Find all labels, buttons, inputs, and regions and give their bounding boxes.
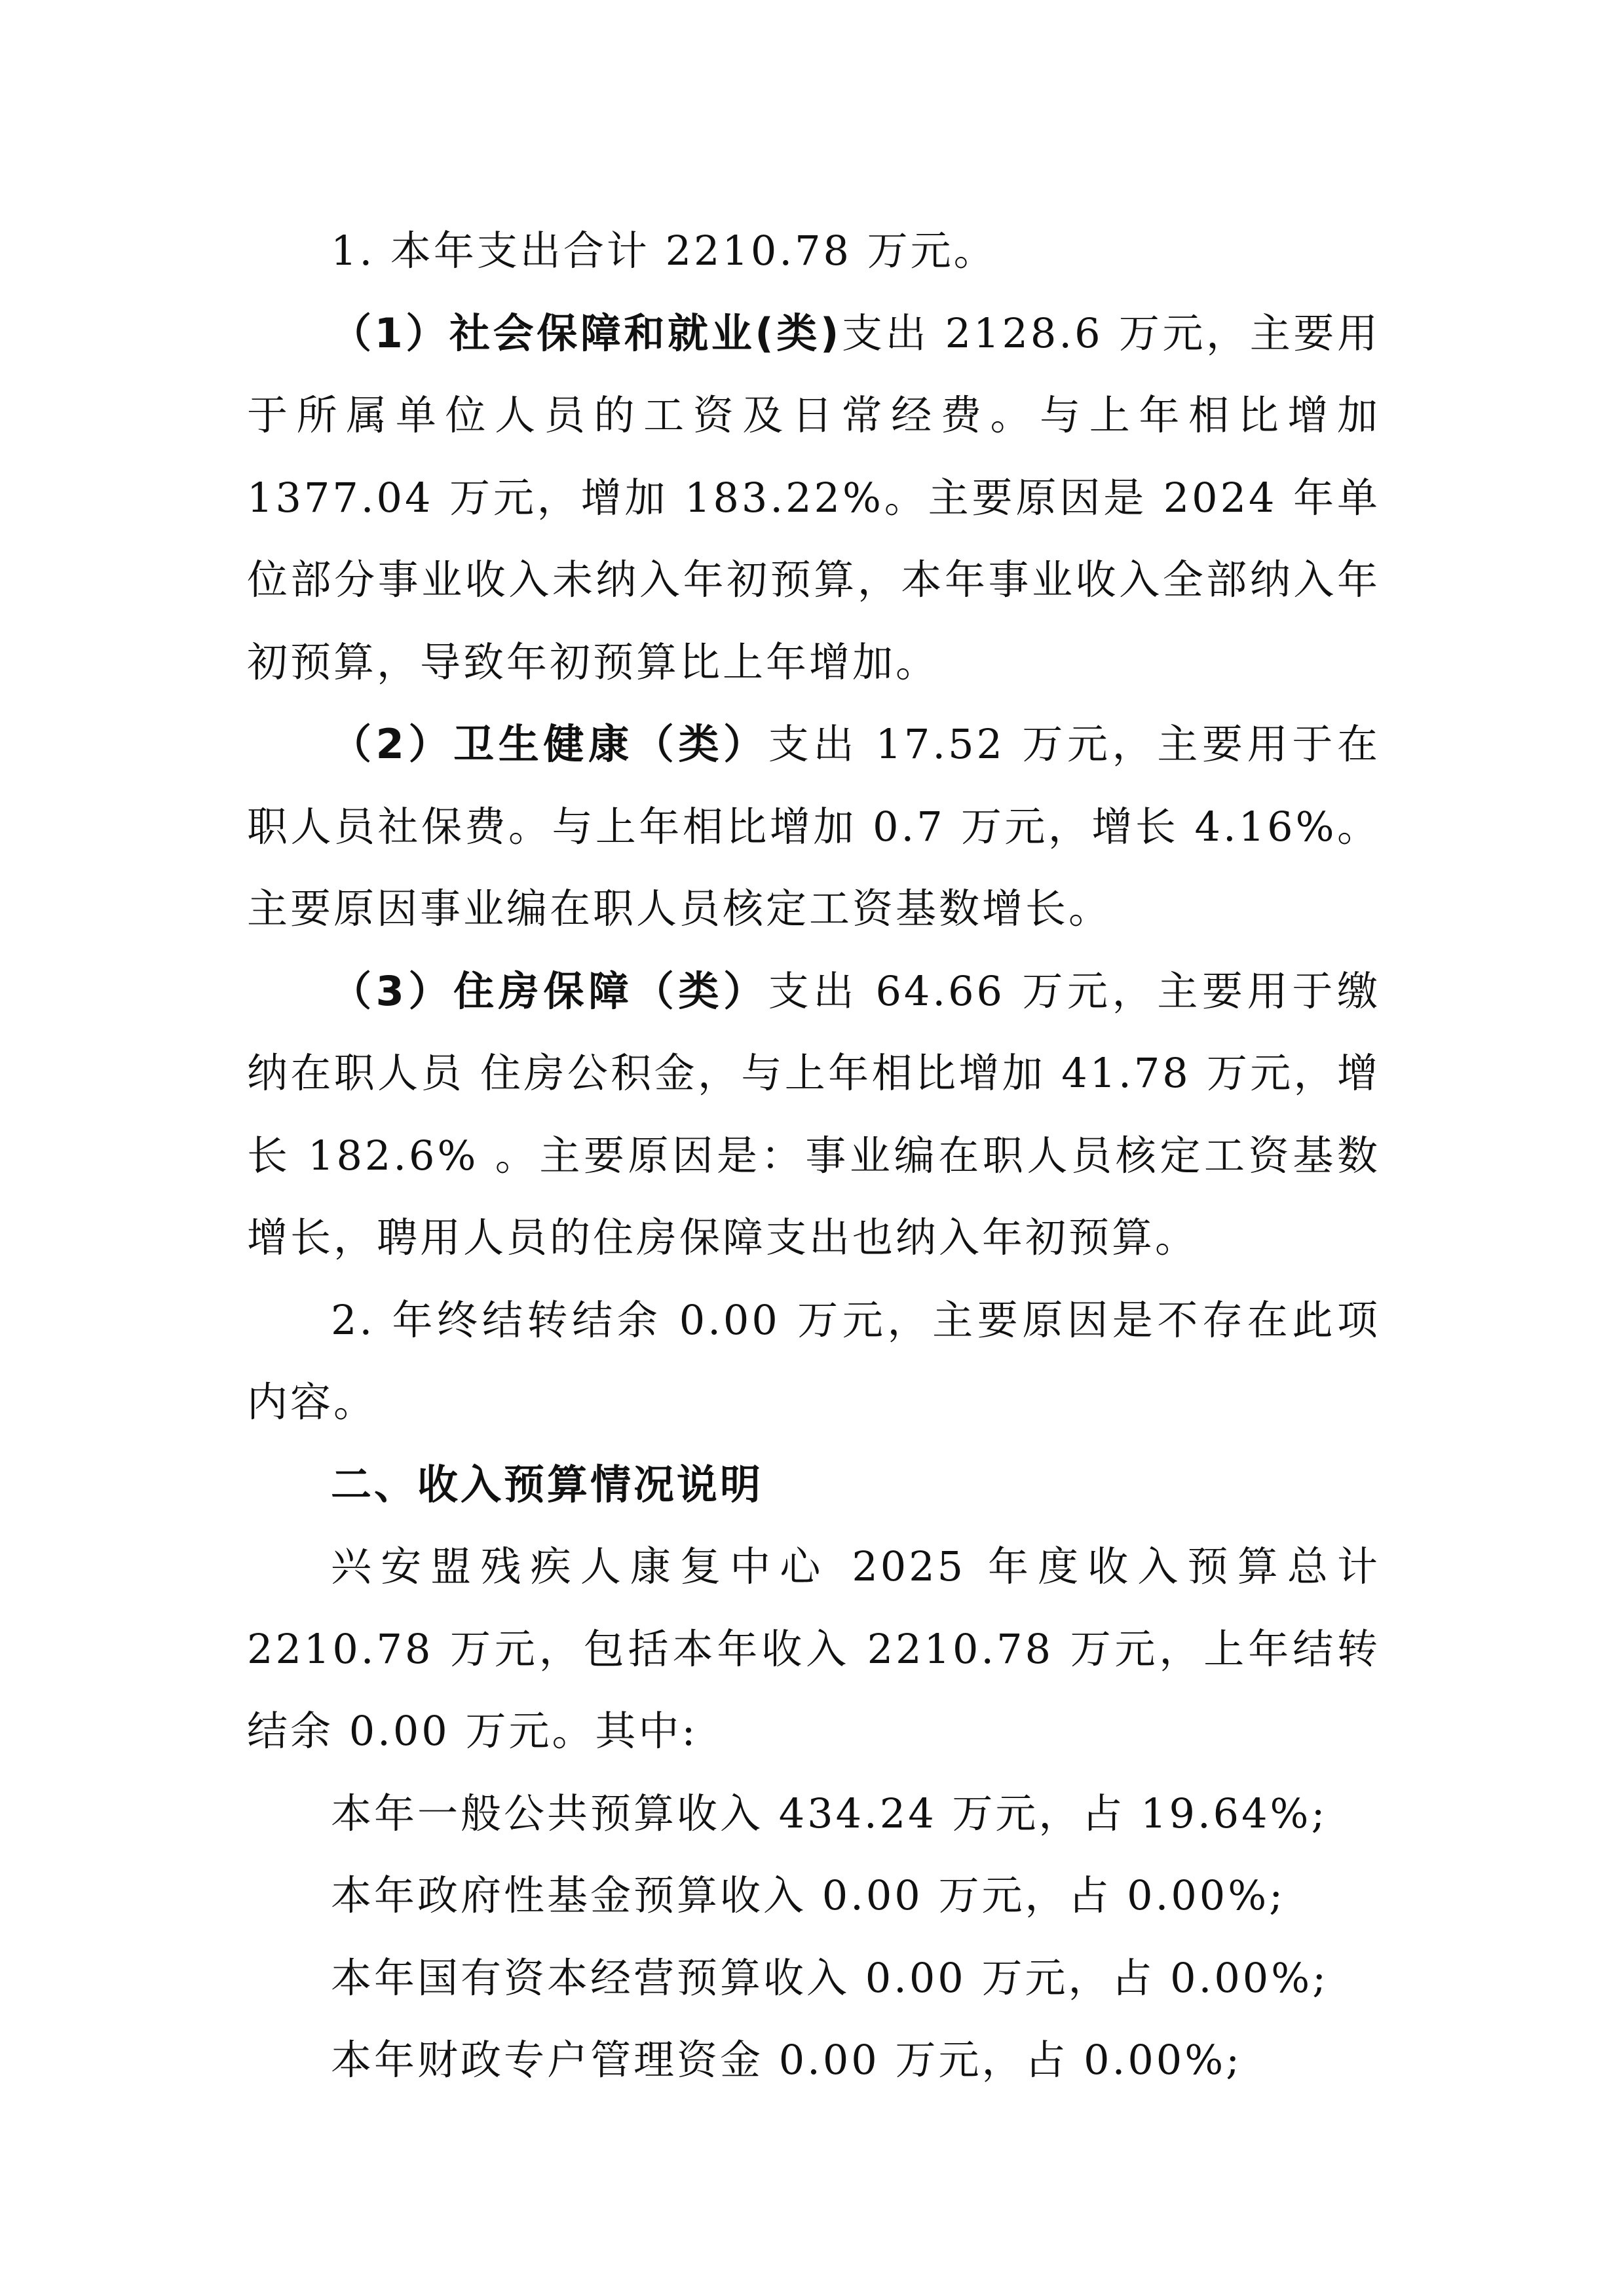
- paragraph-text: 本年政府性基金预算收入 0.00 万元，占 0.00%;: [331, 1871, 1286, 1919]
- paragraph-text: 支出 17.52 万元，主要用于在职人员社保费。与上年相比增加 0.7 万元，增长 4.16%。主要原因事业编在职人员核定工资基数增长。: [247, 720, 1380, 932]
- paragraph-government-fund: [247, 1854, 1380, 1937]
- paragraph-social-security: [247, 292, 1380, 704]
- paragraph-bold-label: （2）卫生健康（类）: [331, 720, 768, 768]
- paragraph-text: 本年财政专户管理资金 0.00 万元，占 0.00%;: [331, 2036, 1243, 2084]
- section-heading-income-budget: [247, 1444, 1380, 1526]
- paragraph-text: 支出 2128.6 万元，主要用于所属单位人员的工资及日常经费。与上年相比增加 1377.04 万元，增加 183.22%。主要原因是 2024 年单位部分事业收入未纳入年初预算，本年事业收入全部纳入年初预算，导致年初预算比上年增加。: [247, 309, 1381, 686]
- heading-text: 二、收入预算情况说明: [331, 1460, 764, 1508]
- paragraph-text: 本年国有资本经营预算收入 0.00 万元，占 0.00%;: [331, 1953, 1329, 2002]
- paragraph-carryover: [247, 1279, 1380, 1444]
- paragraph-text: 兴安盟残疾人康复中心 2025 年度收入预算总计 2210.78 万元，包括本年收入 2210.78 万元，上年结转结余 0.00 万元。其中:: [247, 1542, 1380, 1755]
- paragraph-text: 本年一般公共预算收入 434.24 万元，占 19.64%;: [331, 1789, 1328, 1837]
- paragraph-general-public-budget: [247, 1772, 1380, 1855]
- paragraph-expenditure-total: [247, 210, 1380, 292]
- paragraph-income-total: [247, 1525, 1380, 1772]
- paragraph-bold-label: （3）住房保障（类）: [331, 966, 768, 1015]
- paragraph-state-capital: [247, 1937, 1380, 2019]
- paragraph-fiscal-special-account: [247, 2019, 1380, 2101]
- paragraph-text: 1. 本年支出合计 2210.78 万元。: [331, 227, 997, 275]
- paragraph-text: 2. 年终结转结余 0.00 万元，主要原因是不存在此项内容。: [247, 1295, 1380, 1426]
- paragraph-health: [247, 703, 1380, 950]
- paragraph-bold-label: （1）社会保障和就业(类): [331, 309, 842, 357]
- paragraph-housing: [247, 950, 1380, 1279]
- paragraph-text: 支出 64.66 万元，主要用于缴纳在职人员 住房公积金，与上年相比增加 41.78 万元，增长 182.6% 。主要原因是：事业编在职人员核定工资基数增长，聘用人员的住房保障支出也纳入年初预算。: [247, 966, 1380, 1261]
- document-body: [247, 210, 1380, 2101]
